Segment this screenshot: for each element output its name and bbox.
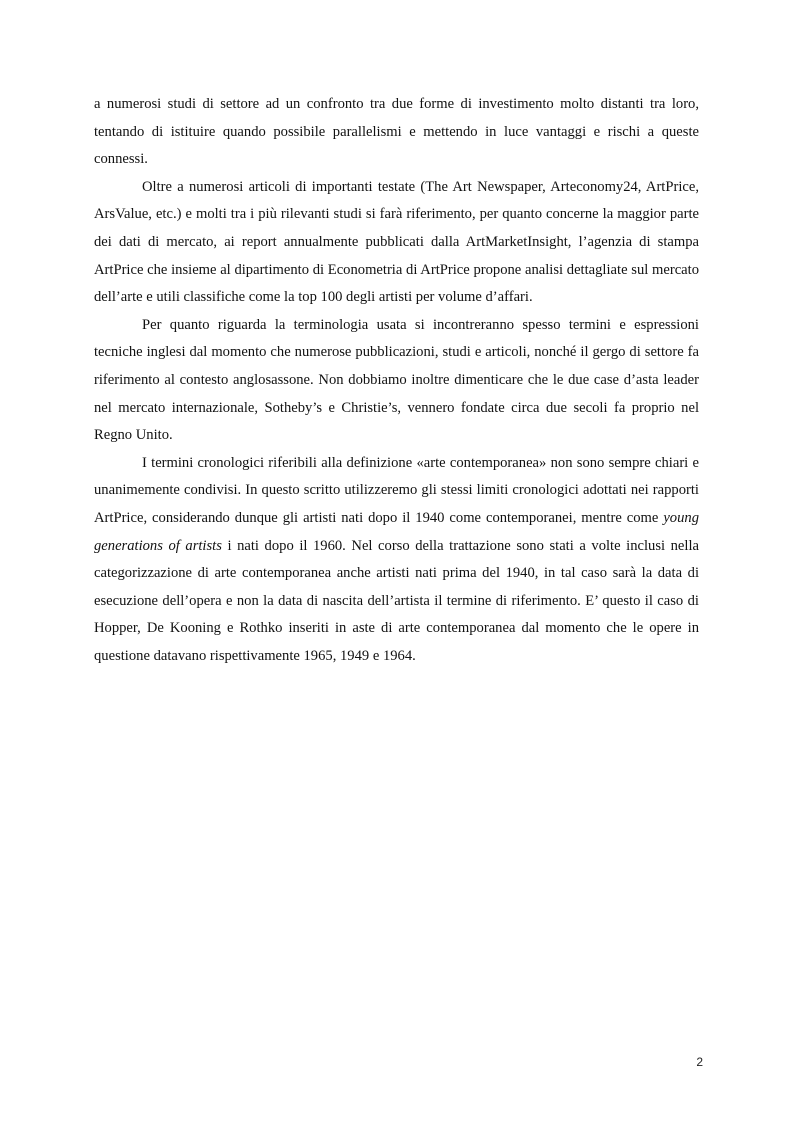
paragraph-1: a numerosi studi di settore ad un confronto tra due forme di investimento molto distanti tra loro, tentando di istituire quando possibile parallelismi e mettendo in luce vantaggi e rischi a queste connessi.	[94, 96, 699, 168]
body-text	[94, 91, 699, 670]
paragraph-4	[94, 450, 699, 671]
paragraph-4-text-before: I termini cronologici riferibili alla definizione «arte contemporanea» non sono sempre chiari e unanimemente condivisi. In questo scritto utilizzeremo gli stessi limiti cronologici adottati nei rapporti ArtPrice, considerando dunque gli artisti nati dopo il 1940 come contemporanei, mentre come	[94, 454, 699, 526]
page-number: 2	[696, 1055, 703, 1069]
paragraph-3: Per quanto riguarda la terminologia usata si incontreranno spesso termini e espressioni tecniche inglesi dal momento che numerose pubblicazioni, studi e articoli, nonché il gergo di settore fa riferimento al contesto anglosassone. Non dobbiamo inoltre dimenticare che le due case d’asta leader nel mercato internazionale, Sotheby’s e Christie’s, vennero fondate circa due secoli fa proprio nel Regno Unito.	[94, 316, 699, 444]
paragraph-2: Oltre a numerosi articoli di importanti testate (The Art Newspaper, Arteconomy24, ArtPrice, ArsValue, etc.) e molti tra i più rilevanti studi si farà riferimento, per quanto concerne la maggior parte dei dati di mercato, ai report annualmente pubblicati dalla ArtMarketInsight, l’agenzia di stampa ArtPrice che insieme al dipartimento di Econometria di ArtPrice propone analisi dettagliate sul mercato dell’arte e utili classifiche come la top 100 degli artisti per volume d’affari.	[94, 178, 699, 306]
paragraph-4-text-after: i nati dopo il 1960. Nel corso della trattazione sono stati a volte inclusi nella categorizzazione di arte contemporanea anche artisti nati prima del 1940, in tal caso sarà la data di esecuzione dell’opera e non la data di nascita dell’artista il termine di riferimento. E’ questo il caso di Hopper, De Kooning e Rothko inseriti in aste di arte contemporanea dal momento che le opere in questione datavano rispettivamente 1965, 1949 e 1964.	[94, 537, 699, 664]
paragraph-4-italic-phrase: young generations of artists	[94, 509, 699, 554]
